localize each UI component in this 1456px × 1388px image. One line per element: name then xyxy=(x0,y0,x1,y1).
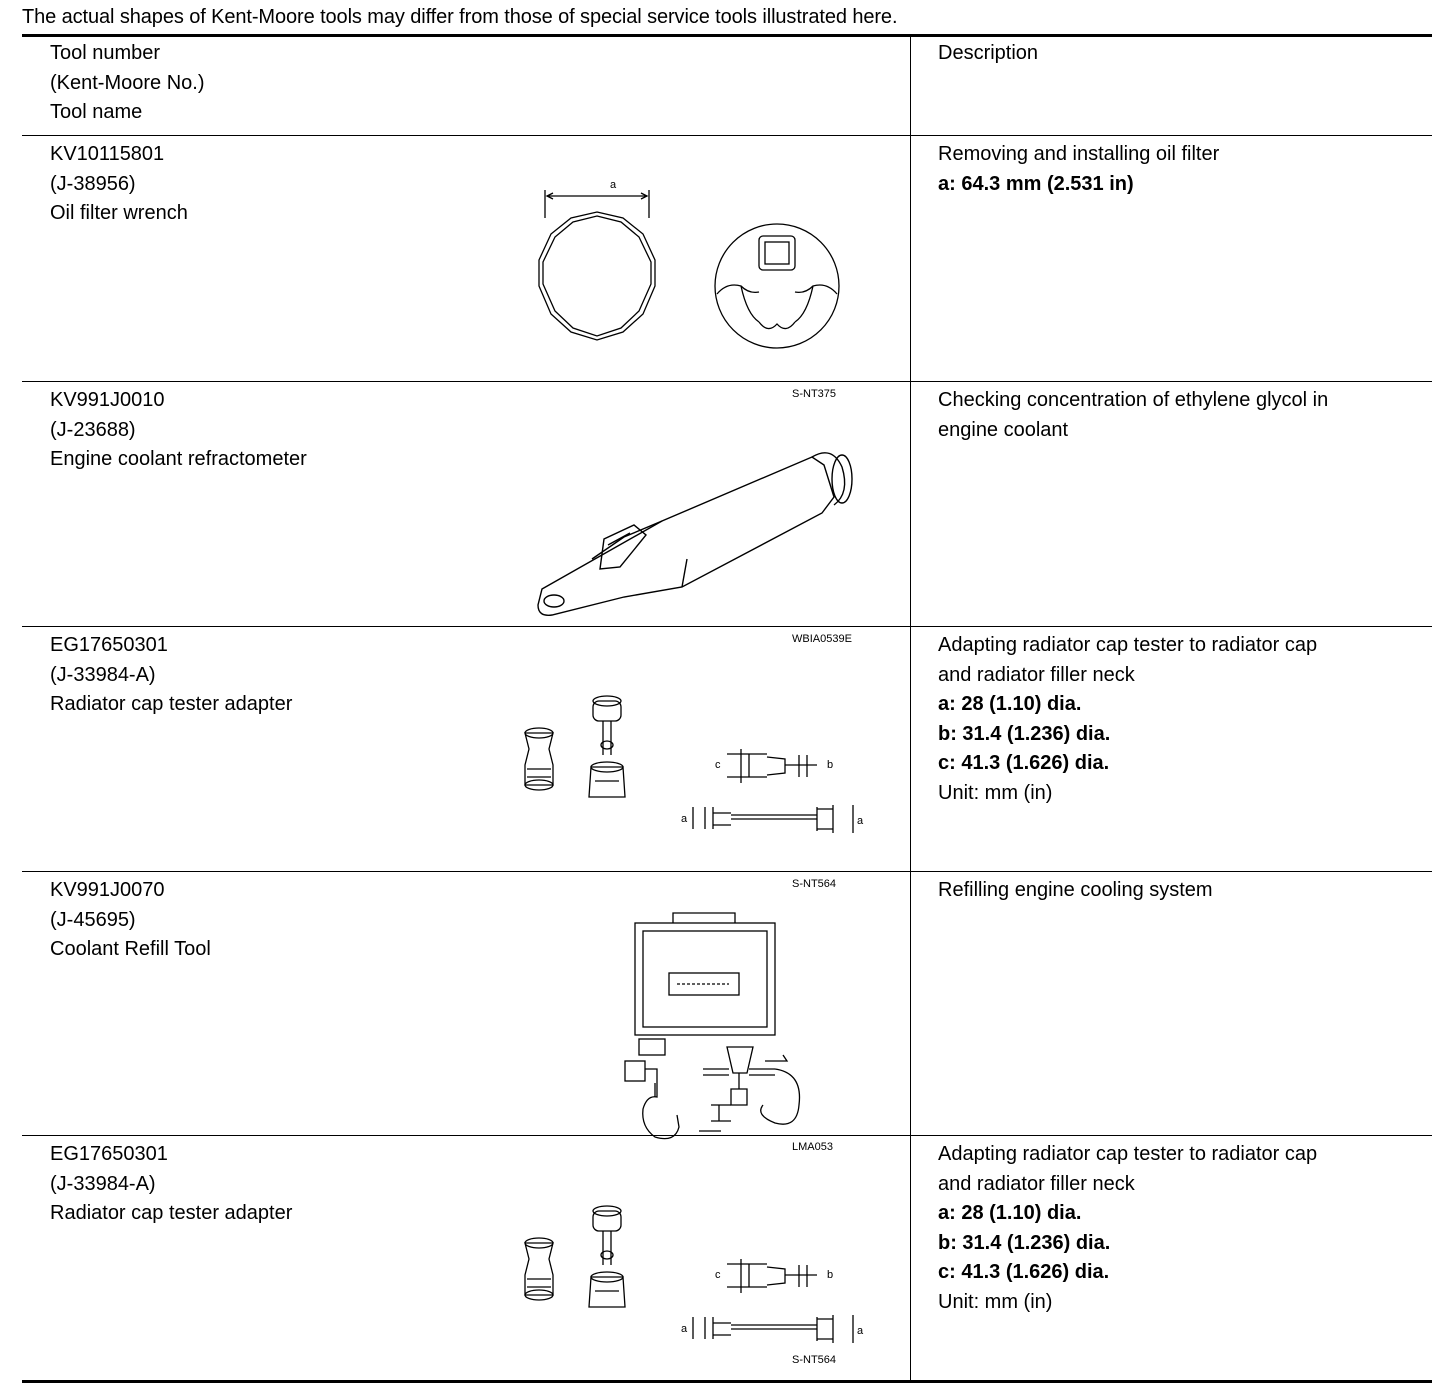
tool-number: KV10115801 xyxy=(50,143,165,165)
tool-cell-1 xyxy=(50,140,490,229)
tool-cell-4 xyxy=(50,876,490,965)
dimension-label: a xyxy=(681,813,688,825)
description-cell-3 xyxy=(938,631,1418,808)
coolant-refill-tool-illustration xyxy=(607,909,827,1144)
dimension-label: a xyxy=(857,1325,864,1337)
header-rule xyxy=(22,135,1432,136)
header-tool-name: Tool name xyxy=(50,101,143,123)
dimension-spec: b: 31.4 (1.236) dia. xyxy=(938,722,1111,745)
row-rule xyxy=(22,626,1432,627)
dimension-spec: c: 41.3 (1.626) dia. xyxy=(938,752,1110,774)
tool-name: Oil filter wrench xyxy=(50,202,188,224)
dimension-spec: a: 28 (1.10) dia. xyxy=(938,1202,1082,1224)
figure-code: LMA053 xyxy=(792,1141,833,1153)
description-line: Adapting radiator cap tester to radiator cap xyxy=(938,634,1318,656)
kent-moore-number: (J-33984-A) xyxy=(50,663,156,686)
tool-name: Coolant Refill Tool xyxy=(50,938,211,960)
tool-cell-3 xyxy=(50,631,490,720)
page-note: The actual shapes of Kent-Moore tools may differ from those of special service tools illustrated here. xyxy=(22,6,898,28)
tool-number: KV991J0010 xyxy=(50,389,165,411)
description-line: and radiator filler neck xyxy=(938,1172,1135,1195)
tool-number: KV991J0070 xyxy=(50,879,165,901)
tool-name: Engine coolant refractometer xyxy=(50,448,307,470)
table-bottom-rule xyxy=(22,1380,1432,1383)
header-tool-cell xyxy=(50,39,490,128)
table-top-rule xyxy=(22,34,1432,37)
radiator-cap-adapter-illustration xyxy=(517,1199,867,1359)
dimension-spec: b: 31.4 (1.236) dia. xyxy=(938,1231,1111,1254)
column-divider xyxy=(910,37,911,1380)
header-tool-number: Tool number xyxy=(50,42,161,64)
header-description: Description xyxy=(938,42,1039,64)
unit-note: Unit: mm (in) xyxy=(938,1290,1053,1313)
description-line: Adapting radiator cap tester to radiator cap xyxy=(938,1143,1318,1165)
tool-cell-5 xyxy=(50,1140,490,1229)
description-line: Refilling engine cooling system xyxy=(938,879,1213,901)
dimension-label: c xyxy=(715,1269,721,1281)
description-cell-4 xyxy=(938,876,1418,906)
dimension-spec: a: 64.3 mm (2.531 in) xyxy=(938,172,1134,195)
oil-filter-wrench-illustration xyxy=(527,174,847,374)
dimension-label: c xyxy=(715,759,721,771)
header-kent-moore: (Kent-Moore No.) xyxy=(50,71,205,94)
unit-note: Unit: mm (in) xyxy=(938,781,1053,804)
description-line: engine coolant xyxy=(938,418,1069,441)
figure-code: S-NT564 xyxy=(792,1354,837,1366)
description-line: Removing and installing oil filter xyxy=(938,143,1220,165)
refractometer-illustration xyxy=(512,409,862,619)
description-cell-5 xyxy=(938,1140,1418,1317)
row-rule xyxy=(22,871,1432,872)
tool-name: Radiator cap tester adapter xyxy=(50,1202,293,1224)
description-cell-2 xyxy=(938,386,1418,445)
tool-number: EG17650301 xyxy=(50,1143,168,1165)
description-line: and radiator filler neck xyxy=(938,663,1135,686)
dimension-label: a xyxy=(681,1323,688,1335)
special-service-tools-table xyxy=(22,34,1432,1384)
dimension-label: b xyxy=(827,1269,834,1281)
kent-moore-number: (J-38956) xyxy=(50,172,136,195)
dimension-label: a xyxy=(609,179,617,191)
description-line: Checking concentration of ethylene glycol in xyxy=(938,389,1329,411)
description-cell-1 xyxy=(938,140,1418,199)
figure-code: WBIA0539E xyxy=(792,633,852,645)
tool-cell-2 xyxy=(50,386,490,475)
dimension-label: b xyxy=(827,759,834,771)
kent-moore-number: (J-23688) xyxy=(50,418,136,441)
dimension-label: a xyxy=(857,815,864,827)
dimension-spec: a: 28 (1.10) dia. xyxy=(938,693,1082,715)
radiator-cap-adapter-illustration xyxy=(517,689,867,849)
row-rule xyxy=(22,381,1432,382)
tool-number: EG17650301 xyxy=(50,634,168,656)
kent-moore-number: (J-33984-A) xyxy=(50,1172,156,1195)
figure-code: S-NT375 xyxy=(792,388,837,400)
tool-name: Radiator cap tester adapter xyxy=(50,693,293,715)
figure-code: S-NT564 xyxy=(792,878,837,890)
dimension-spec: c: 41.3 (1.626) dia. xyxy=(938,1261,1110,1283)
kent-moore-number: (J-45695) xyxy=(50,908,136,931)
